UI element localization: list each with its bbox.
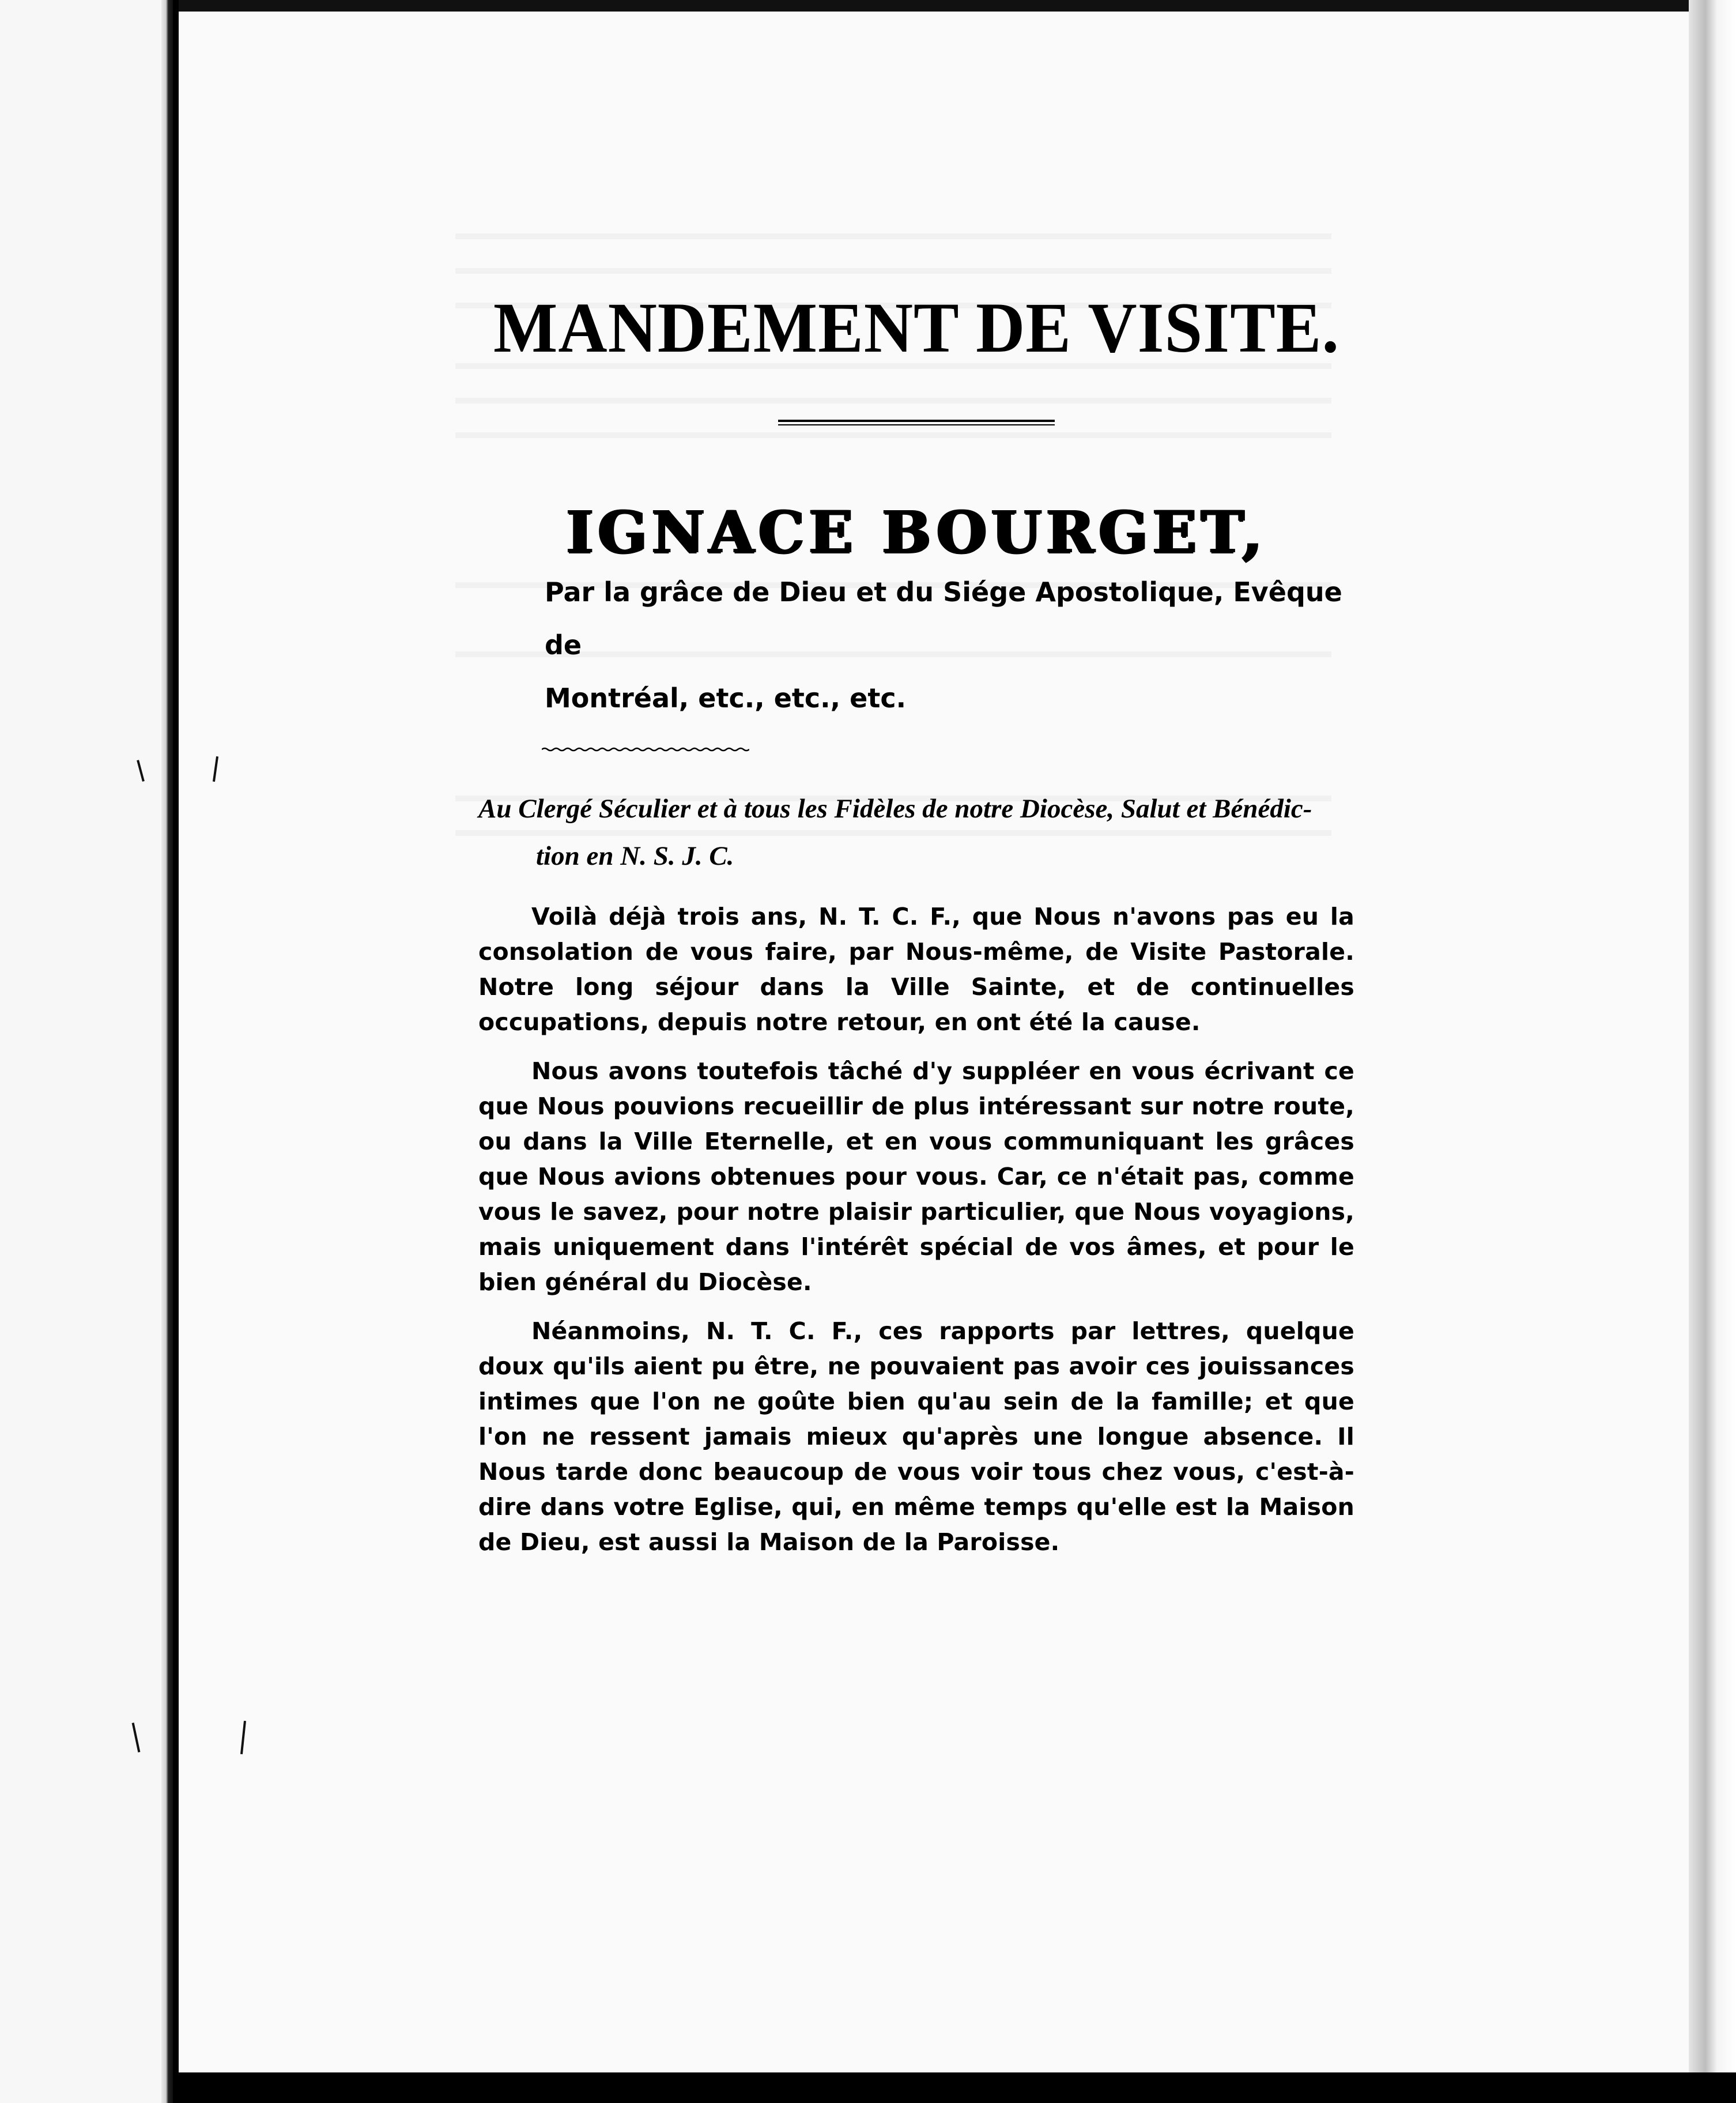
document-content [478,288,1354,1560]
bleed-through [455,268,1331,274]
title-rule-thin [778,424,1055,425]
right-page-edge [1689,0,1736,2103]
binding-gutter [161,0,173,2103]
address-line-2: tion en N. S. J. C. [536,841,734,871]
paragraph-3: Néanmoins, N. T. C. F., ces rapports par lettres, quelque doux qu'ils aient pu être, ne pouvaient pas avoir ces jouissances intimes que l'on ne goûte bien qu'au sein de la famille; et que l'on ne ressent jamais mieux qu'après une longue absence. Il Nous tarde donc beaucoup de vous voir tous chez vous, c'est-à-dire dans votre Eglise, qui, en même temps qu'elle est la Maison de Dieu, est aussi la Maison de la Paroisse. [478,1317,1354,1556]
author-name: IGNACE BOURGET, [566,498,1267,566]
address-salutation [478,785,1354,880]
facing-page-edge [0,0,173,2103]
author-credentials-line-1: Par la grâce de Dieu et du Siége Apostolique, Evêque de [545,576,1342,661]
paragraph-2: Nous avons toutefois tâché d'y suppléer en vous écrivant ce que Nous pouvions recueillir de plus intéressant sur notre route, ou dans la Ville Eternelle, et en vous communiquant les grâces que Nous avions obtenues pour vous. Car, ce n'était pas, comme vous le savez, pour notre plaisir particulier, que Nous voyagions, mais uniquement dans l'intérêt spécial de vos âmes, et pour le bien général du Diocèse. [478,1057,1354,1296]
document-title: MANDEMENT DE VISITE. [493,288,1339,368]
author-credentials-line-2: Montréal, etc., etc., etc. [545,683,907,714]
title-rule [778,420,1055,422]
ornamental-rule [542,747,749,752]
bleed-through [455,233,1331,239]
paragraph-1: Voilà déjà trois ans, N. T. C. F., que Nous n'avons pas eu la consolation de vous faire, par Nous-même, de Visite Pastorale. Notre long séjour dans la Ville Sainte, et de continuelles occupations, depuis notre retour, en ont été la cause. [478,903,1354,1036]
bottom-shadow [173,2072,1736,2103]
address-line-1: Au Clergé Séculier et à tous les Fidèles de notre Diocèse, Salut et Bénédic- [478,794,1312,824]
